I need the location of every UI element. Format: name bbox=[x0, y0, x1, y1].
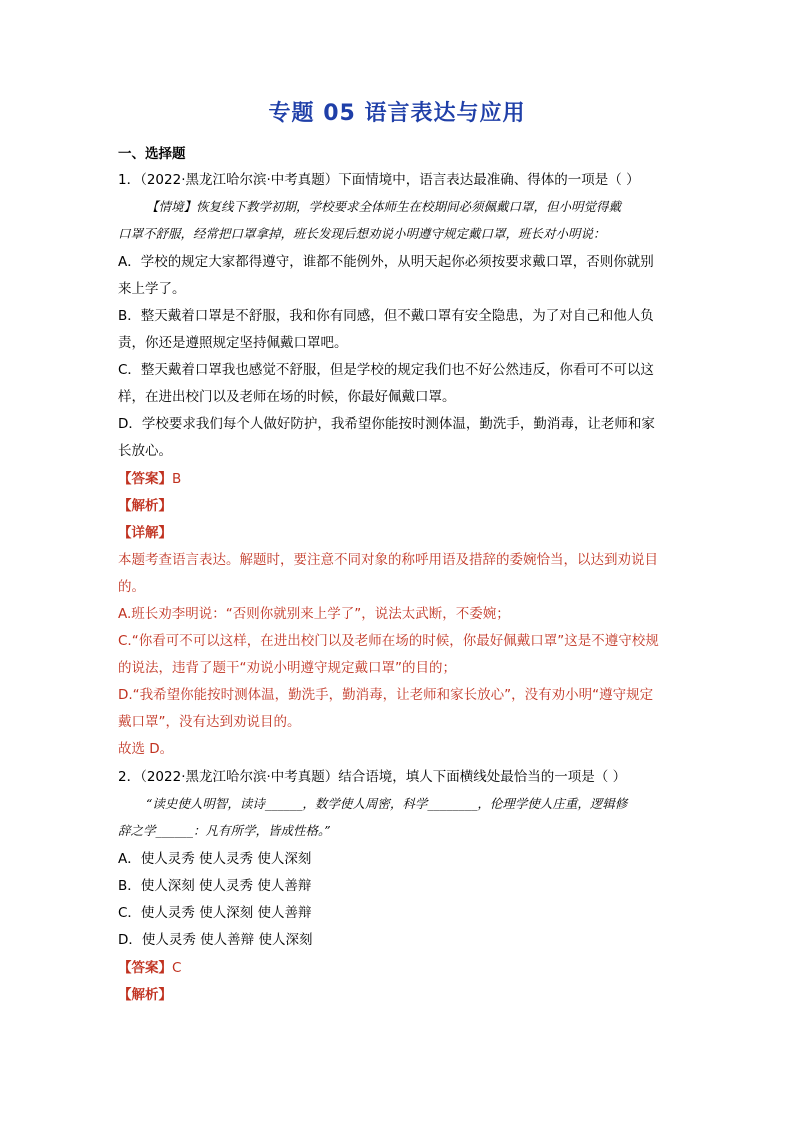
question-1-option-d-cont: 长放心。 bbox=[118, 443, 172, 459]
question-1-detail-c: C.“你看可不可以这样，在进出校门以及老师在场的时候，你最好佩戴口罩”这是不遵守校规 bbox=[118, 633, 659, 649]
question-2-quote-cont: 辞之学______：凡有所学，皆成性格。” bbox=[118, 823, 331, 838]
question-1-detail-a: A.班长劝李明说：“否则你就别来上学了”，说法太武断，不委婉； bbox=[118, 606, 510, 622]
question-2-stem: 2．（2022·黑龙江哈尔滨·中考真题）结合语境，填人下面横线处最恰当的一项是（ ） bbox=[118, 769, 627, 785]
answer-tag: 【答案】 bbox=[118, 960, 172, 976]
question-1-stem: 1．（2022·黑龙江哈尔滨·中考真题）下面情境中，语言表达最准确、得体的一项是（ ） bbox=[118, 172, 640, 188]
question-1-detail-cont: 的。 bbox=[118, 579, 145, 595]
question-1-scene-cont: 口罩不舒服，经常把口罩拿掉，班长发现后想劝说小明遵守规定戴口罩，班长对小明说： bbox=[118, 226, 606, 241]
question-1-scene: 【情境】恢复线下教学初期，学校要求全体师生在校期间必须佩戴口罩，但小明觉得戴 bbox=[146, 199, 622, 214]
question-1-option-b: B．整天戴着口罩是不舒服，我和你有同感，但不戴口罩有安全隐患，为了对自己和他人负 bbox=[118, 308, 654, 324]
question-1-detail-d: D.“我希望你能按时测体温，勤洗手，勤消毒，让老师和家长放心”，没有劝小明“遵守规定 bbox=[118, 687, 654, 703]
answer-tag: 【答案】 bbox=[118, 471, 172, 487]
question-2-option-a: A．使人灵秀 使人灵秀 使人深刻 bbox=[118, 851, 312, 867]
question-1-detail-d-cont: 戴口罩”，没有达到劝说目的。 bbox=[118, 714, 301, 730]
page-title: 专题 05 语言表达与应用 bbox=[268, 101, 526, 126]
question-1-answer bbox=[118, 469, 181, 489]
question-2-analysis-tag: 【解析】 bbox=[118, 987, 172, 1003]
answer-value: B bbox=[172, 471, 182, 487]
question-2-option-c: C．使人灵秀 使人深刻 使人善辩 bbox=[118, 905, 312, 921]
section-heading: 一、选择题 bbox=[118, 146, 186, 162]
question-1-detail-tag: 【详解】 bbox=[118, 525, 172, 541]
question-1-option-d: D．学校要求我们每个人做好防护，我希望你能按时测体温，勤洗手，勤消毒，让老师和家 bbox=[118, 416, 655, 432]
question-1-option-c: C．整天戴着口罩我也感觉不舒服，但是学校的规定我们也不好公然违反，你看可不可以这 bbox=[118, 362, 654, 378]
answer-value: C bbox=[172, 960, 182, 976]
question-1-conclusion: 故选 D。 bbox=[118, 741, 174, 757]
question-1-detail-c-cont: 的说法，违背了题干“劝说小明遵守规定戴口罩”的目的； bbox=[118, 660, 456, 676]
question-1-option-c-cont: 样，在进出校门以及老师在场的时候，你最好佩戴口罩。 bbox=[118, 389, 456, 405]
question-2-option-d: D．使人灵秀 使人善辩 使人深刻 bbox=[118, 932, 313, 948]
question-2-answer bbox=[118, 958, 181, 978]
question-1-detail: 本题考查语言表达。解题时，要注意不同对象的称呼用语及措辞的委婉恰当，以达到劝说目 bbox=[118, 552, 658, 568]
question-1-analysis-tag: 【解析】 bbox=[118, 498, 172, 514]
question-1-option-a: A．学校的规定大家都得遵守，谁都不能例外，从明天起你必须按要求戴口罩，否则你就别 bbox=[118, 254, 654, 270]
question-2-quote: “读史使人明智，读诗______，数学使人周密，科学________，伦理学使人庄重，逻辑修 bbox=[146, 796, 628, 811]
question-1-option-a-cont: 来上学了。 bbox=[118, 281, 186, 297]
question-1-option-b-cont: 责，你还是遵照规定坚持佩戴口罩吧。 bbox=[118, 335, 348, 351]
question-2-option-b: B．使人深刻 使人灵秀 使人善辩 bbox=[118, 878, 312, 894]
